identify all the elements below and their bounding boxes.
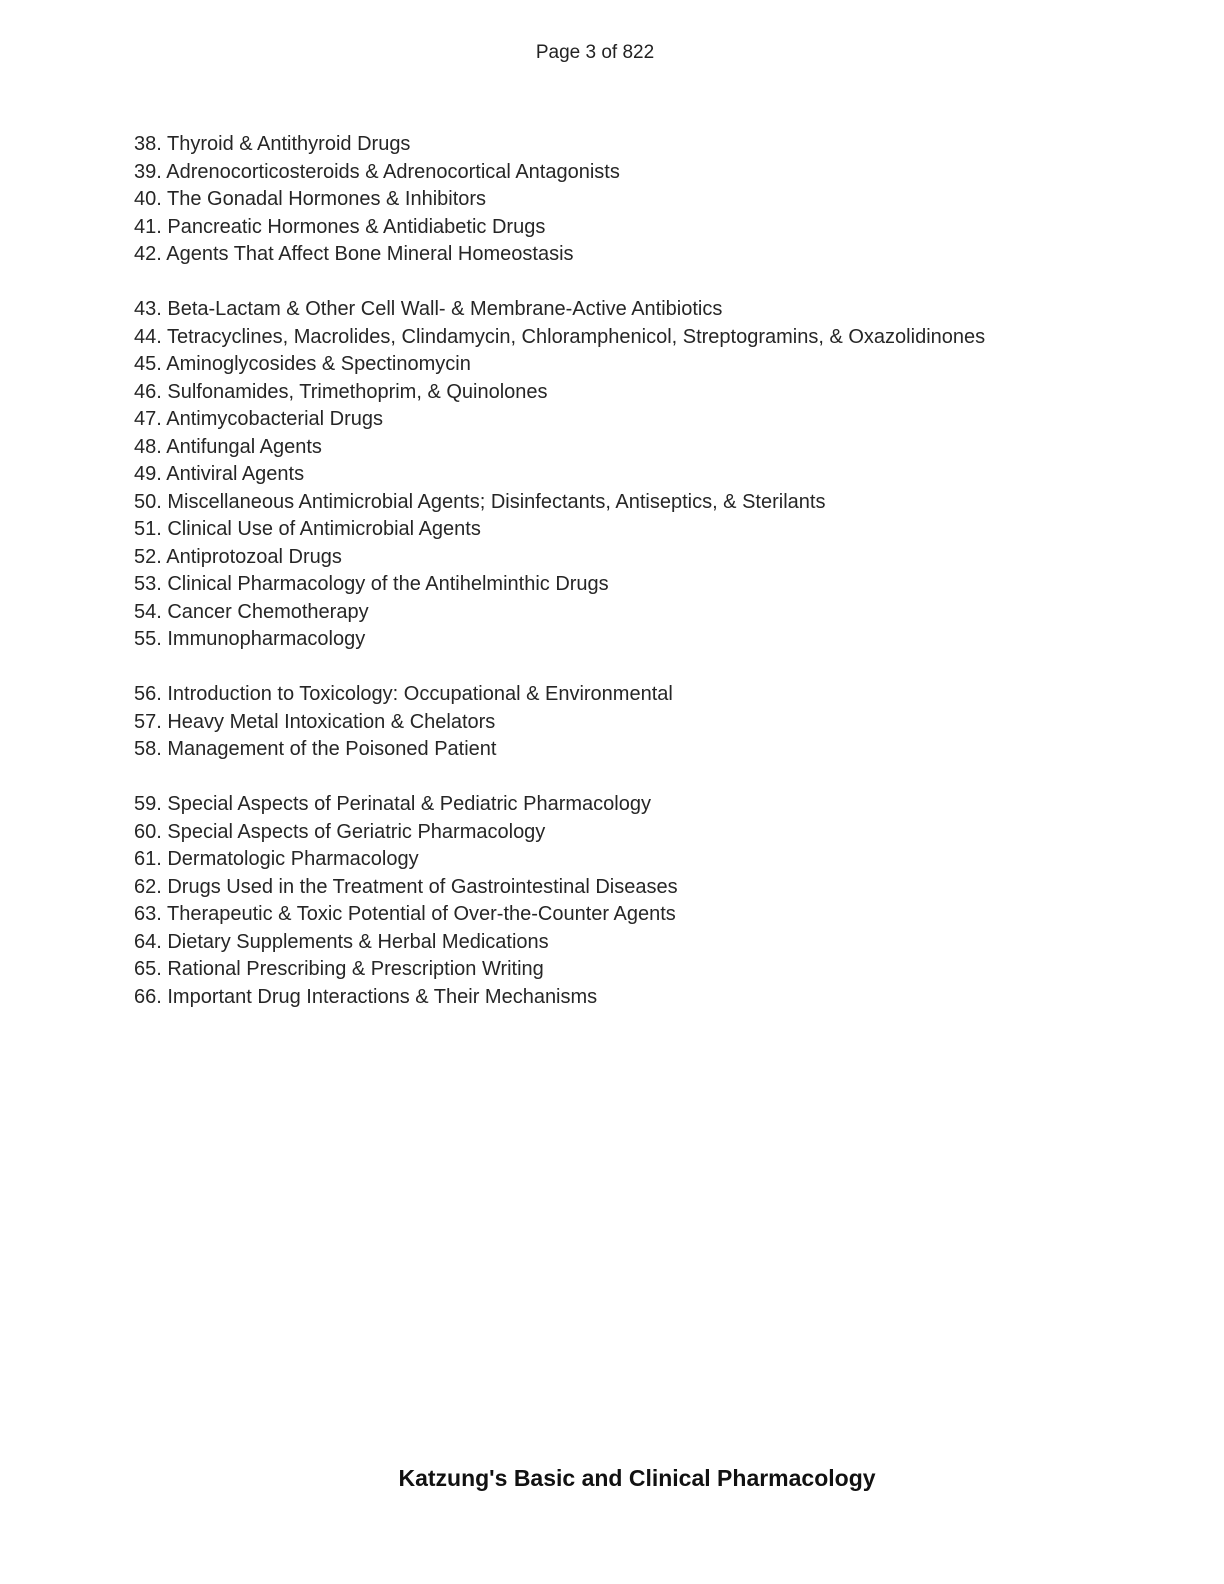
toc-item[interactable]: 63. Therapeutic & Toxic Potential of Over-the-Counter Agents (134, 903, 676, 925)
toc-item[interactable]: 57. Heavy Metal Intoxication & Chelators (134, 710, 496, 733)
toc-item[interactable]: 41. Pancreatic Hormones & Antidiabetic Drugs (134, 215, 546, 238)
toc-group-chemotherapeutic (134, 296, 1134, 654)
toc-group-toxicology (134, 681, 1134, 764)
toc-item[interactable]: 66. Important Drug Interactions & Their Mechanisms (134, 985, 598, 1008)
toc-item[interactable]: 54. Cancer Chemotherapy (134, 600, 369, 623)
toc-group-endocrine (134, 131, 1134, 269)
toc-item[interactable]: 62. Drugs Used in the Treatment of Gastrointestinal Diseases (134, 875, 678, 898)
toc-item[interactable]: 64. Dietary Supplements & Herbal Medications (134, 930, 549, 953)
toc-group-special-topics (134, 791, 1134, 1011)
toc-item[interactable]: 59. Special Aspects of Perinatal & Pediatric Pharmacology (134, 793, 651, 815)
toc-item[interactable]: 42. Agents That Affect Bone Mineral Homeostasis (134, 243, 574, 265)
toc-item[interactable]: 52. Antiprotozoal Drugs (134, 545, 342, 568)
toc-item[interactable]: 40. The Gonadal Hormones & Inhibitors (134, 188, 487, 210)
toc-item[interactable]: 56. Introduction to Toxicology: Occupational & Environmental (134, 683, 673, 705)
table-of-contents (134, 131, 1134, 1039)
page-indicator: Page 3 of 822 (535, 42, 655, 63)
toc-item[interactable]: 43. Beta-Lactam & Other Cell Wall- & Membrane-Active Antibiotics (134, 298, 723, 320)
toc-item[interactable]: 46. Sulfonamides, Trimethoprim, & Quinolones (134, 380, 548, 403)
toc-item[interactable]: 60. Special Aspects of Geriatric Pharmacology (134, 820, 546, 843)
toc-item[interactable]: 49. Antiviral Agents (134, 463, 305, 485)
toc-item[interactable]: 45. Aminoglycosides & Spectinomycin (134, 353, 471, 375)
toc-item[interactable]: 47. Antimycobacterial Drugs (134, 408, 384, 430)
toc-item[interactable]: 50. Miscellaneous Antimicrobial Agents; Disinfectants, Antiseptics, & Sterilants (134, 490, 826, 513)
toc-item[interactable]: 58. Management of the Poisoned Patient (134, 738, 497, 760)
toc-item[interactable]: 51. Clinical Use of Antimicrobial Agents (134, 518, 481, 540)
toc-item[interactable]: 65. Rational Prescribing & Prescription Writing (134, 958, 544, 980)
toc-item[interactable]: 61. Dermatologic Pharmacology (134, 848, 419, 870)
toc-item[interactable]: 48. Antifungal Agents (134, 435, 322, 458)
toc-item[interactable]: 39. Adrenocorticosteroids & Adrenocortical Antagonists (134, 160, 620, 183)
toc-item[interactable]: 38. Thyroid & Antithyroid Drugs (134, 133, 411, 155)
toc-item[interactable]: 55. Immunopharmacology (134, 628, 366, 650)
book-title-footer: Katzung's Basic and Clinical Pharmacology (398, 1465, 876, 1491)
toc-item[interactable]: 44. Tetracyclines, Macrolides, Clindamycin, Chloramphenicol, Streptogramins, & Oxazolidinones (134, 325, 986, 348)
toc-item[interactable]: 53. Clinical Pharmacology of the Antihelminthic Drugs (134, 573, 609, 595)
